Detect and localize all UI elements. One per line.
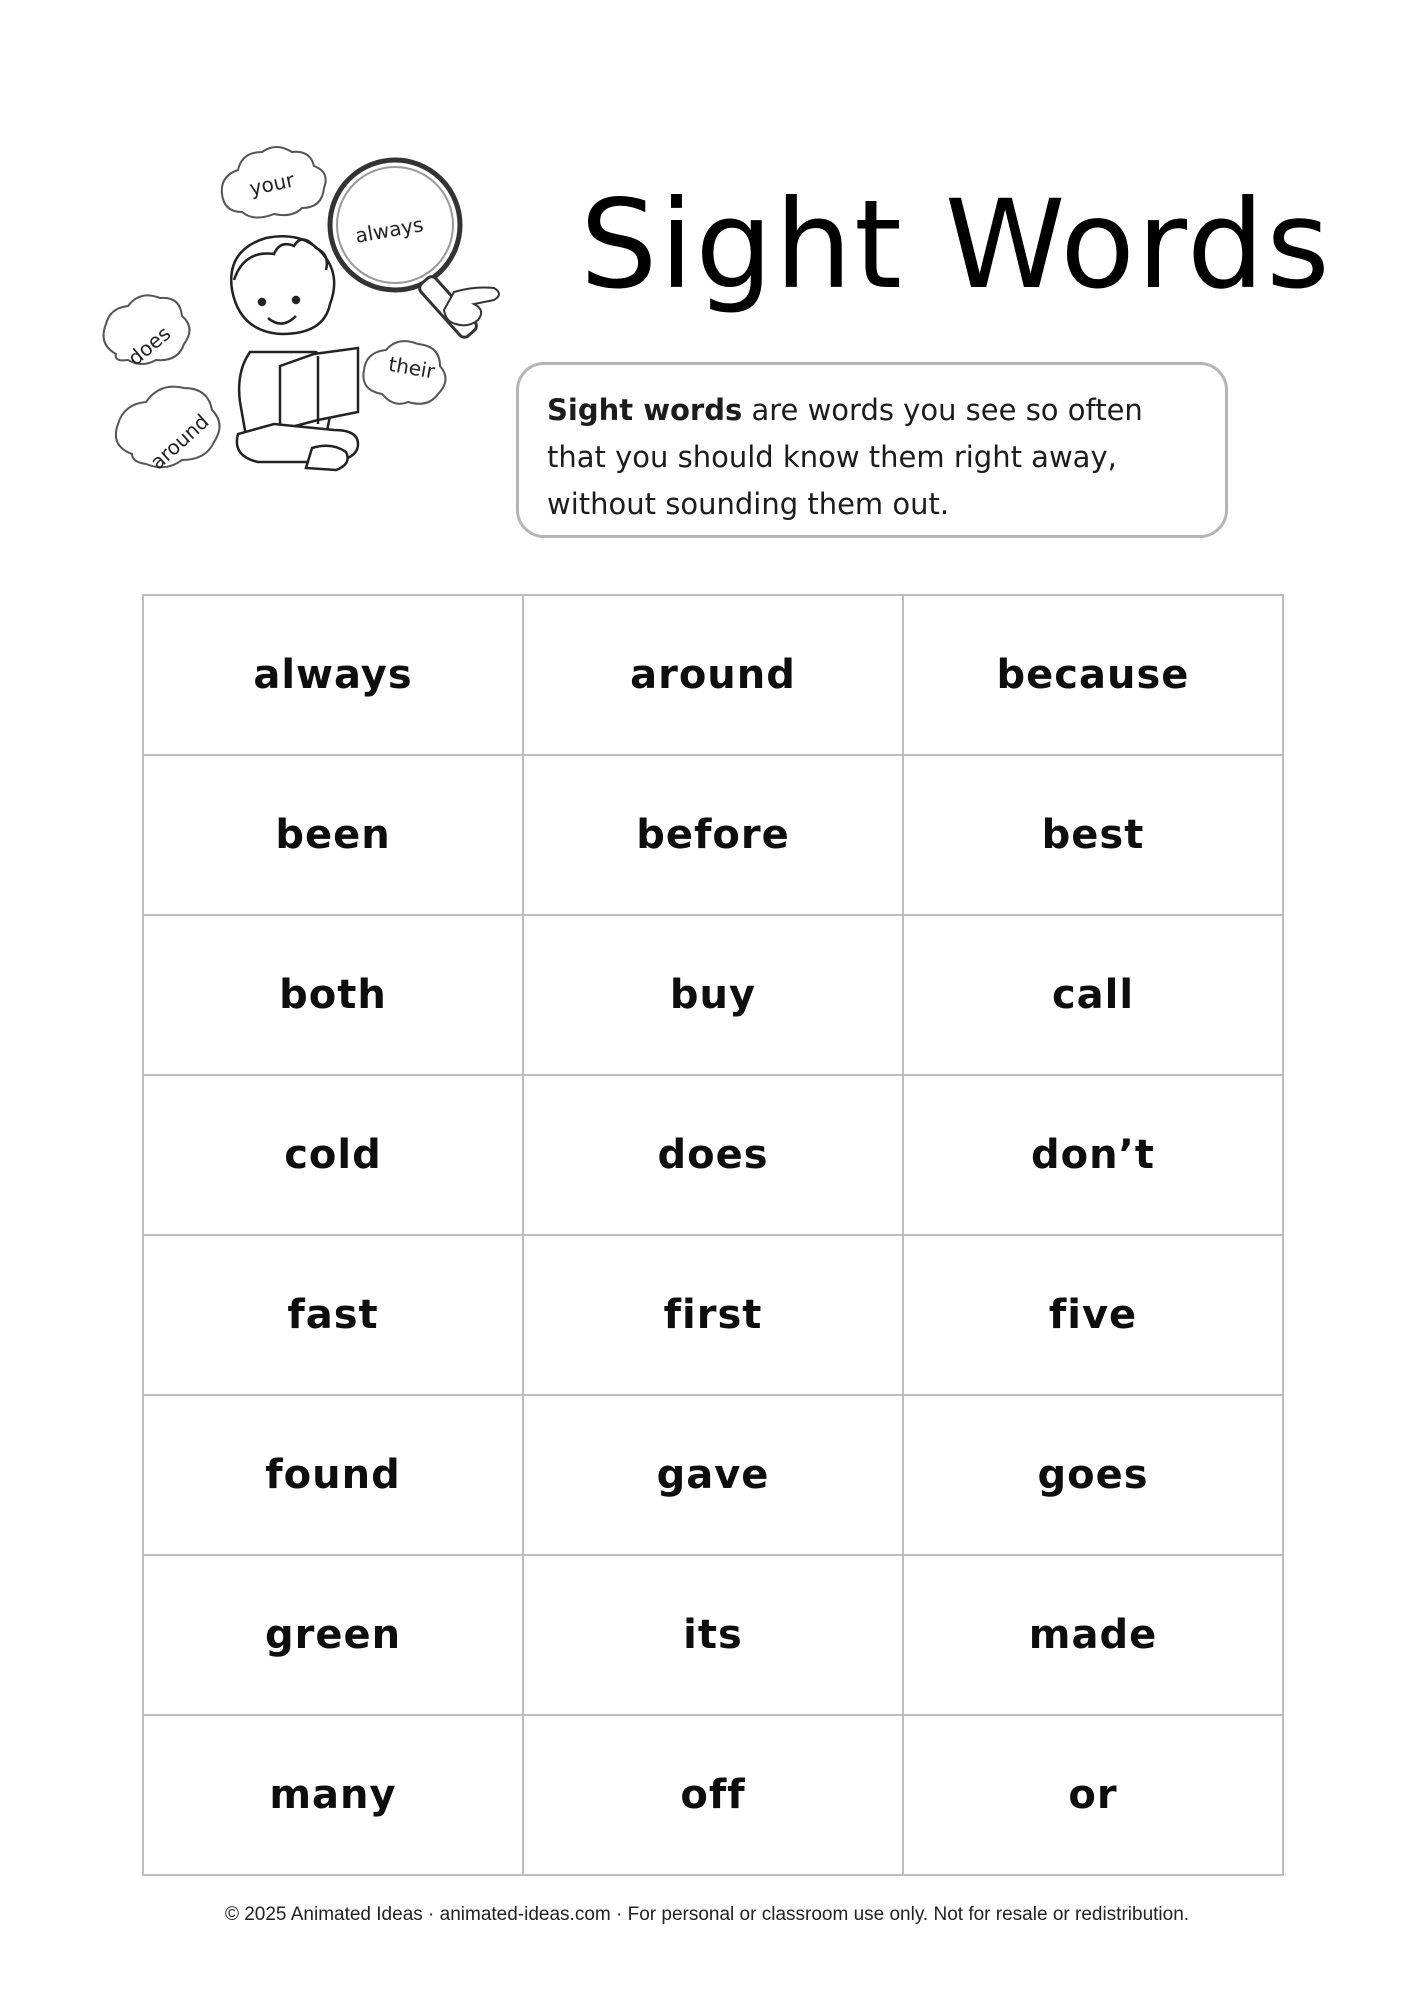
word-cell: made — [903, 1555, 1283, 1715]
table-row — [143, 1395, 1283, 1555]
word-cell: been — [143, 755, 523, 915]
word-cell: many — [143, 1715, 523, 1875]
definition-box — [516, 362, 1228, 538]
word-cell: cold — [143, 1075, 523, 1235]
word-cell: don’t — [903, 1075, 1283, 1235]
word-cell: found — [143, 1395, 523, 1555]
page-title: Sight Words — [580, 174, 1332, 316]
word-cell: gave — [523, 1395, 903, 1555]
table-row — [143, 1715, 1283, 1875]
copyright-footer: © 2025 Animated Ideas · animated-ideas.com · For personal or classroom use only. Not for resale or redistribution. — [224, 1904, 1190, 1925]
magnifying-glass-icon — [330, 160, 499, 340]
word-cell: off — [523, 1715, 903, 1875]
boy-reading-illustration — [82, 112, 542, 484]
definition-text: are words you see so often that you should know them right away, without sounding them out. — [547, 393, 1143, 521]
table-row — [143, 595, 1283, 755]
word-cell: best — [903, 755, 1283, 915]
word-cell: always — [143, 595, 523, 755]
definition-term: Sight words — [547, 393, 743, 427]
word-cell: around — [523, 595, 903, 755]
cloud-bubble-your — [222, 147, 326, 218]
table-row — [143, 1075, 1283, 1235]
word-cell: does — [523, 1075, 903, 1235]
word-cell: five — [903, 1235, 1283, 1395]
table-row — [143, 915, 1283, 1075]
boy-reading-figure — [231, 236, 358, 470]
word-cell: because — [903, 595, 1283, 755]
bubble-word-their: their — [386, 351, 437, 384]
word-cell: both — [143, 915, 523, 1075]
illustration-svg — [82, 112, 542, 484]
word-cell: before — [523, 755, 903, 915]
cloud-bubble-around — [116, 387, 220, 475]
word-cell: goes — [903, 1395, 1283, 1555]
table-row — [143, 1235, 1283, 1395]
bubble-word-always: always — [353, 212, 426, 248]
word-cell: call — [903, 915, 1283, 1075]
word-cell: first — [523, 1235, 903, 1395]
word-cell: fast — [143, 1235, 523, 1395]
cloud-bubble-does — [104, 295, 190, 370]
table-row — [143, 755, 1283, 915]
word-cell: or — [903, 1715, 1283, 1875]
word-cell: buy — [523, 915, 903, 1075]
bubble-word-does: does — [123, 321, 176, 371]
word-cell: green — [143, 1555, 523, 1715]
word-cell: its — [523, 1555, 903, 1715]
bubble-word-around: around — [145, 409, 214, 475]
bubble-word-your: your — [247, 167, 297, 201]
cloud-bubble-their — [363, 341, 445, 404]
sight-words-table — [142, 594, 1284, 1876]
table-row — [143, 1555, 1283, 1715]
